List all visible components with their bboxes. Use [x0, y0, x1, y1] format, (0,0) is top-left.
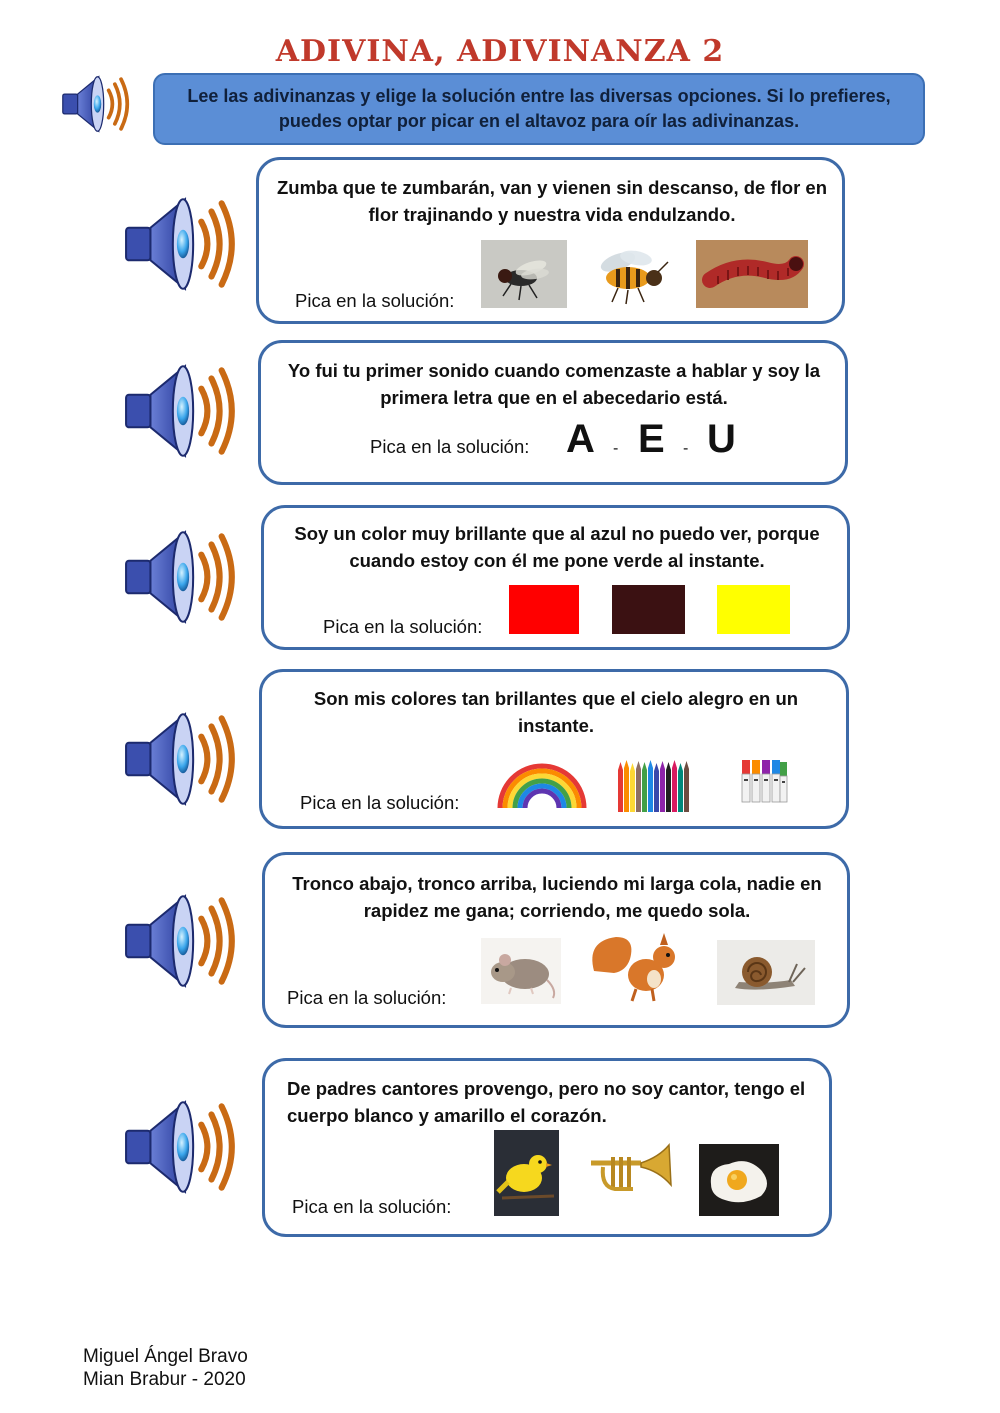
speaker-icon[interactable]	[122, 193, 244, 295]
riddle-card-1	[256, 157, 845, 324]
speaker-icon[interactable]	[122, 360, 244, 462]
pick-label: Pica en la solución:	[370, 436, 530, 457]
option-letter-u[interactable]: U	[707, 417, 736, 461]
option-letter-e[interactable]: E	[638, 417, 665, 461]
snail-image[interactable]	[717, 940, 815, 1005]
footer-credit: Mian Brabur - 2020	[83, 1369, 246, 1390]
markers-image[interactable]	[739, 756, 789, 806]
pick-label: Pica en la solución:	[287, 987, 447, 1008]
pick-label: Pica en la solución:	[295, 290, 455, 311]
trumpet-image[interactable]	[585, 1137, 675, 1211]
riddle-text: De padres cantores provengo, pero no soy cantor, tengo el cuerpo blanco y amarillo el corazón.	[287, 1078, 806, 1126]
squirrel-image[interactable]	[580, 927, 690, 1005]
speaker-icon[interactable]	[122, 526, 244, 628]
riddle-text: Tronco abajo, tronco arriba, luciendo mi larga cola, nadie en rapidez me gana; corriendo, me quedo sola.	[292, 873, 822, 921]
riddle-card-4	[259, 669, 849, 829]
pick-label: Pica en la solución:	[292, 1196, 452, 1217]
page-title: ADIVINA, ADIVINANZA 2	[275, 34, 725, 69]
option-letter-a[interactable]: A	[566, 417, 595, 461]
riddle-card-3	[261, 505, 850, 650]
caterpillar-image[interactable]	[696, 240, 808, 308]
riddle-card-2	[258, 340, 848, 485]
riddle-text: Son mis colores tan brillantes que el cielo alegro en un instante.	[313, 688, 799, 736]
pick-label: Pica en la solución:	[323, 616, 483, 637]
separator: -	[613, 440, 619, 457]
speaker-icon[interactable]	[60, 73, 135, 135]
yellow-color-option[interactable]	[717, 585, 790, 634]
riddle-text: Soy un color muy brillante que al azul no puedo ver, porque cuando estoy con él me pone verde al instante.	[294, 523, 820, 571]
fly-image[interactable]	[481, 240, 567, 308]
fried-egg-image[interactable]	[699, 1144, 779, 1216]
footer-author: Miguel Ángel Bravo	[83, 1346, 248, 1367]
riddle-card-6	[262, 1058, 832, 1237]
red-color-option[interactable]	[509, 585, 579, 634]
riddle-card-5	[262, 852, 850, 1028]
speaker-icon[interactable]	[122, 890, 244, 992]
separator: -	[683, 440, 689, 457]
bee-image[interactable]	[588, 240, 678, 308]
canary-image[interactable]	[494, 1130, 559, 1216]
rainbow-image[interactable]	[494, 760, 590, 810]
speaker-icon[interactable]	[122, 1096, 244, 1198]
crayons-image[interactable]	[616, 760, 694, 812]
riddle-text: Zumba que te zumbarán, van y vienen sin descanso, de flor en flor trajinando y nuestra vida endulzando.	[277, 177, 828, 225]
speaker-icon[interactable]	[122, 708, 244, 810]
instructions-box: Lee las adivinanzas y elige la solución entre las diversas opciones. Si lo prefieres, puedes optar por picar en el altavoz para oír las adivinanzas.	[153, 73, 925, 145]
pick-label: Pica en la solución:	[300, 792, 460, 813]
riddle-text: Yo fui tu primer sonido cuando comenzaste a hablar y soy la primera letra que en el abecedario está.	[287, 360, 821, 408]
rat-image[interactable]	[481, 938, 561, 1004]
dark-brown-color-option[interactable]	[612, 585, 685, 634]
